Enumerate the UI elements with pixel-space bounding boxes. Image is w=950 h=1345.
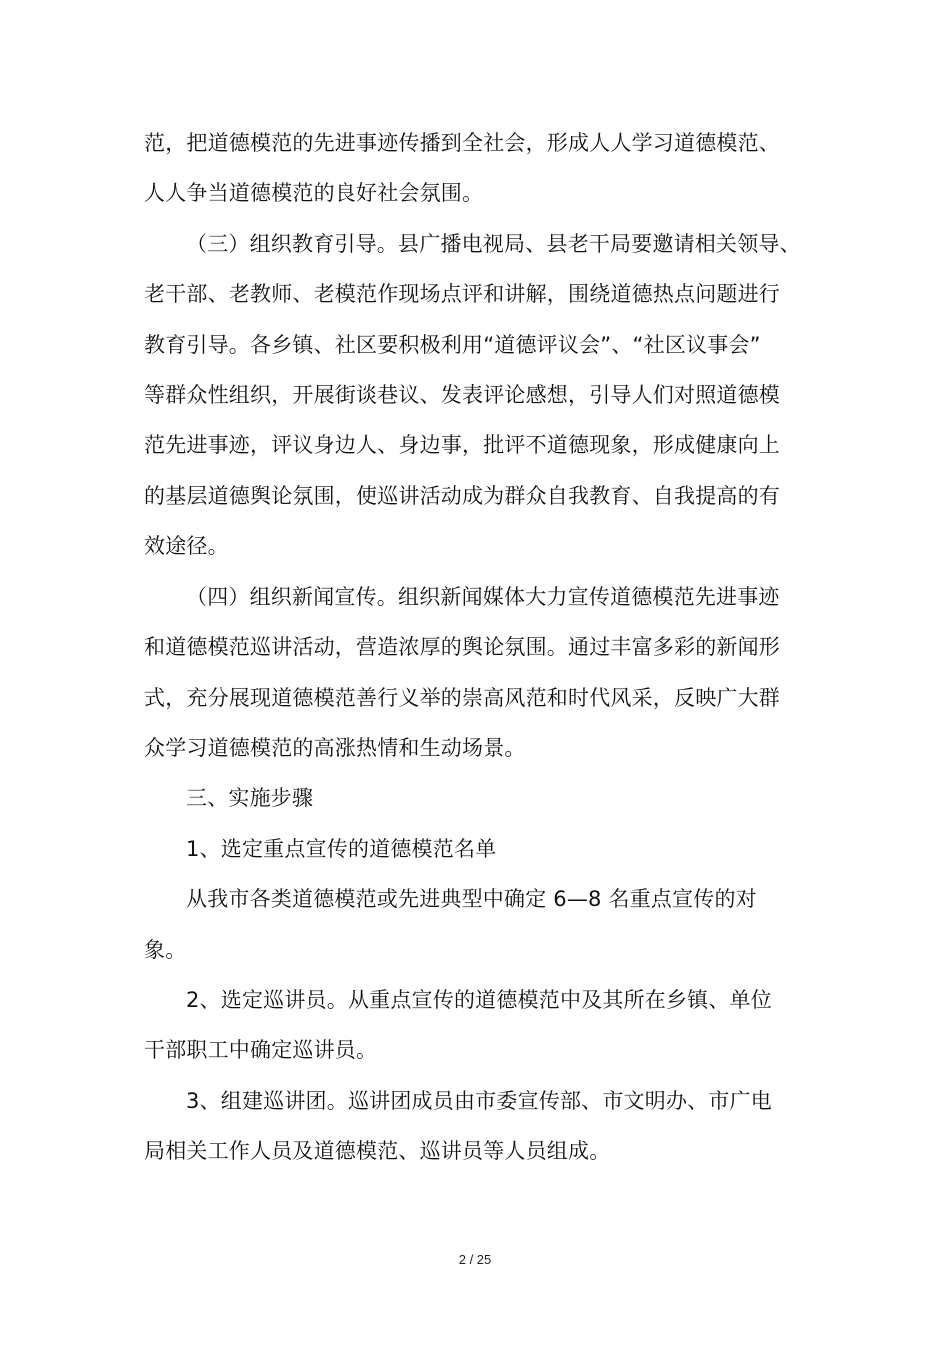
text-line: 范，把道德模范的先进事迹传播到全社会，形成人人学习道德模范、 bbox=[144, 131, 780, 155]
step-heading: 1、选定重点宣传的道德模范名单 bbox=[186, 837, 497, 861]
section-heading-line: （三）组织教育引导。县广播电视局、县老干局要邀请相关领导、 bbox=[186, 232, 801, 256]
text-line: 教育引导。各乡镇、社区要积极利用“道德评议会”、“社区议事会” bbox=[144, 333, 761, 357]
text-line: 和道德模范巡讲活动，营造浓厚的舆论氛围。通过丰富多彩的新闻形 bbox=[144, 635, 780, 659]
text-line: 的基层道德舆论氛围，使巡讲活动成为群众自我教育、自我提高的有 bbox=[144, 484, 780, 508]
section-heading-line: （四）组织新闻宣传。组织新闻媒体大力宣传道德模范先进事迹 bbox=[186, 585, 780, 609]
text-line: 局相关工作人员及道德模范、巡讲员等人员组成。 bbox=[144, 1139, 611, 1163]
page-number: 2 / 25 bbox=[458, 1252, 492, 1267]
text-line: 象。 bbox=[144, 938, 187, 962]
text-line: 效途径。 bbox=[144, 534, 229, 558]
text-line: 等群众性组织，开展街谈巷议、发表评论感想，引导人们对照道德模 bbox=[144, 383, 780, 407]
step-line: 2、选定巡讲员。从重点宣传的道德模范中及其所在乡镇、单位 bbox=[186, 988, 772, 1012]
text-line: 众学习道德模范的高涨热情和生动场景。 bbox=[144, 736, 526, 760]
text-line: 从我市各类道德模范或先进典型中确定 6—8 名重点宣传的对 bbox=[186, 887, 757, 911]
text-line: 范先进事迹，评议身边人、身边事，批评不道德现象，形成健康向上 bbox=[144, 433, 780, 457]
text-line: 式，充分展现道德模范善行义举的崇高风范和时代风采，反映广大群 bbox=[144, 686, 780, 710]
text-line: 干部职工中确定巡讲员。 bbox=[144, 1038, 378, 1062]
text-line: 人人争当道德模范的良好社会氛围。 bbox=[144, 181, 484, 205]
section-heading: 三、实施步骤 bbox=[186, 786, 314, 810]
text-line: 老干部、老教师、老模范作现场点评和讲解，围绕道德热点问题进行 bbox=[144, 282, 780, 306]
step-line: 3、组建巡讲团。巡讲团成员由市委宣传部、市文明办、市广电 bbox=[186, 1089, 772, 1113]
